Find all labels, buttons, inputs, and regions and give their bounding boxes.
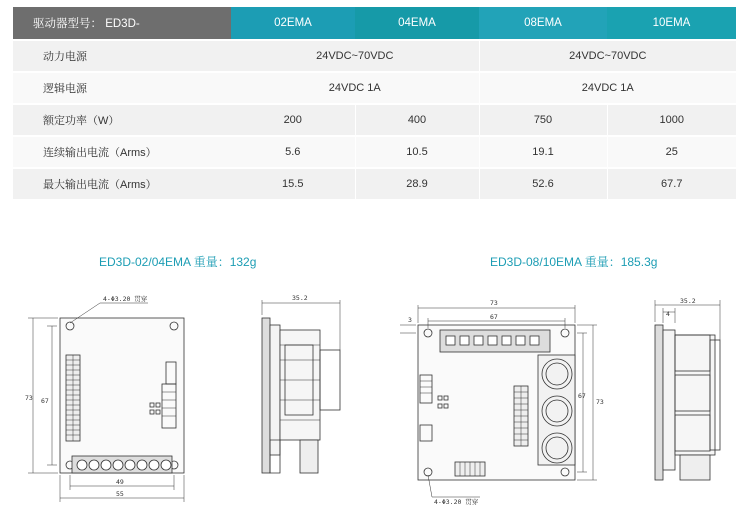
left-front-dim-width-inner: 49 <box>116 478 124 486</box>
left-front-hole-note: 4-Φ3.20 贯穿 <box>103 295 148 303</box>
cell-value: 750 <box>479 104 607 136</box>
right-front-dim-width-inner: 67 <box>490 313 498 321</box>
left-front-dim-height: 73 <box>25 394 33 402</box>
left-front-dim-width: 55 <box>116 490 124 498</box>
model-label: 驱动器型号： ED3D- <box>13 7 231 40</box>
cell-value: 15.5 <box>231 168 355 199</box>
cell-value: 19.1 <box>479 136 607 168</box>
model-08ema: 08EMA <box>479 7 607 40</box>
cell-value: 10.5 <box>355 136 479 168</box>
right-side-dim-offset: 4 <box>666 310 670 318</box>
model-04ema: 04EMA <box>355 7 479 40</box>
left-front-view <box>28 303 184 502</box>
right-side-dim-depth: 35.2 <box>680 297 696 305</box>
right-front-dim-width: 73 <box>490 299 498 307</box>
cell-value: 52.6 <box>479 168 607 199</box>
right-front-dim-height: 73 <box>596 398 604 406</box>
cell-value: 28.9 <box>355 168 479 199</box>
cell-value: 24VDC~70VDC <box>479 40 736 72</box>
cell-value: 25 <box>607 136 736 168</box>
model-02ema: 02EMA <box>231 7 355 40</box>
right-front-hole-note: 4-Φ3.20 贯穿 <box>434 498 479 506</box>
model-10ema: 10EMA <box>607 7 736 40</box>
caption-right: ED3D-08/10EMA 重量：185.3g <box>490 255 658 269</box>
right-side-view <box>655 300 720 480</box>
left-front-dim-inner: 67 <box>41 397 49 405</box>
row-label: 动力电源 <box>13 40 231 72</box>
cell-value: 24VDC~70VDC <box>231 40 479 72</box>
right-front-view <box>400 305 597 497</box>
left-side-view <box>262 300 340 473</box>
row-label: 最大输出电流（Arms） <box>13 168 231 199</box>
cell-value: 24VDC 1A <box>231 72 479 104</box>
caption-left: ED3D-02/04EMA 重量：132g <box>99 255 257 269</box>
cell-value: 5.6 <box>231 136 355 168</box>
cell-value: 1000 <box>607 104 736 136</box>
cell-value: 24VDC 1A <box>479 72 736 104</box>
left-side-dim-depth: 35.2 <box>292 294 308 302</box>
cell-value: 400 <box>355 104 479 136</box>
row-label: 连续输出电流（Arms） <box>13 136 231 168</box>
row-label: 额定功率（W） <box>13 104 231 136</box>
cell-value: 67.7 <box>607 168 736 199</box>
row-label: 逻辑电源 <box>13 72 231 104</box>
right-front-dim-offset: 3 <box>408 316 412 324</box>
cell-value: 200 <box>231 104 355 136</box>
right-front-dim-inner: 67 <box>578 392 586 400</box>
